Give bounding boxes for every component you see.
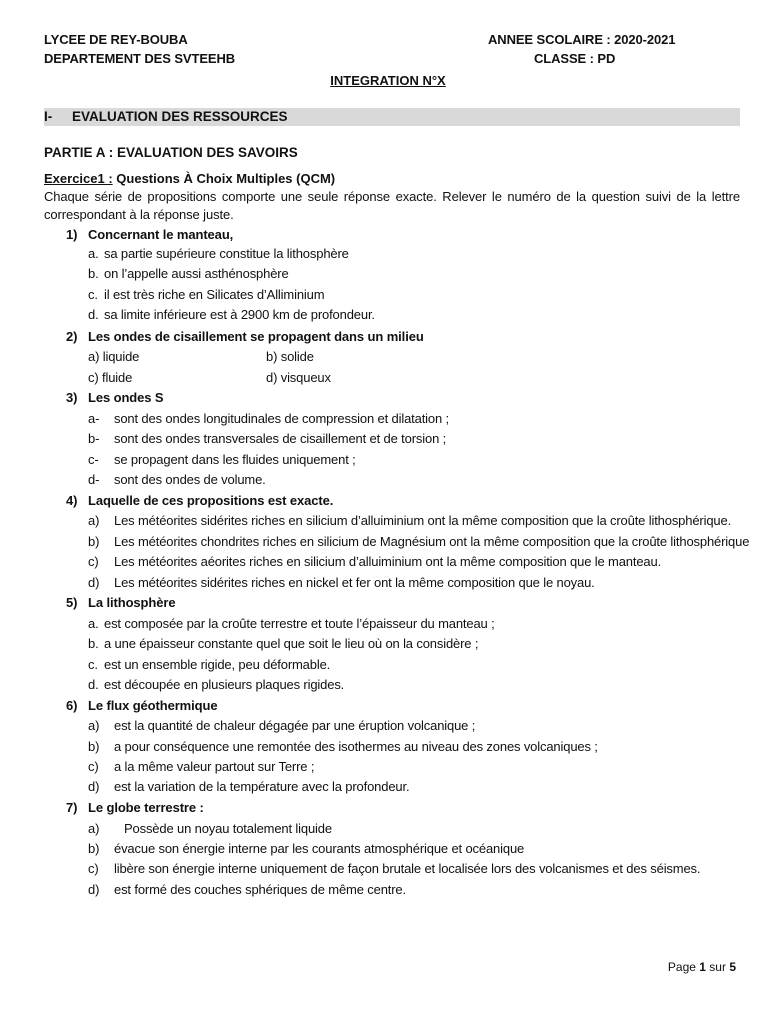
- option-3d: d- sont des ondes de volume.: [88, 472, 266, 487]
- question-number: 4): [66, 493, 78, 508]
- option-1c: c. il est très riche en Silicates d’Alliminium: [88, 287, 325, 302]
- option-4b: b) Les météorites chondrites riches en silicium de Magnésium ont la même composition que la croûte lithosphérique: [88, 534, 750, 549]
- option-5b: b. a une épaisseur constante quel que soit le lieu où on la considère ;: [88, 636, 479, 651]
- school-name: LYCEE DE REY-BOUBA: [44, 32, 188, 47]
- question-2: [66, 329, 424, 344]
- question-text: Les ondes S: [88, 390, 164, 405]
- option-1b: b. on l’appelle aussi asthénosphère: [88, 266, 289, 281]
- option-5d: d. est découpée en plusieurs plaques rigides.: [88, 677, 345, 692]
- option-7a: a) Possède un noyau totalement liquide: [88, 821, 332, 836]
- option-1d: d. sa limite inférieure est à 2900 km de profondeur.: [88, 307, 375, 322]
- question-number: 7): [66, 800, 78, 815]
- question-text: Le flux géothermique: [88, 698, 218, 713]
- exercise-instruction: Chaque série de propositions comporte une seule réponse exacte. Relever le numéro de la question suivi de la lettre correspondant à la réponse juste.: [44, 189, 740, 222]
- question-7: [66, 800, 204, 815]
- question-4: [66, 493, 333, 508]
- page-title-wrap: [0, 73, 768, 88]
- option-1a: a. sa partie supérieure constitue la lithosphère: [88, 246, 349, 261]
- question-number: 3): [66, 390, 78, 405]
- option-6c: c) a la même valeur partout sur Terre ;: [88, 759, 315, 774]
- option-4d: d) Les météorites sidérites riches en nickel et fer ont la même composition que le noyau.: [88, 575, 595, 590]
- question-6: [66, 698, 217, 713]
- page-title: INTEGRATION N°X: [330, 73, 446, 88]
- exercise-title: Questions À Choix Multiples (QCM): [116, 171, 336, 186]
- option-2b: b) solide: [266, 349, 314, 364]
- section-number: I-: [44, 109, 53, 124]
- department-name: DEPARTEMENT DES SVTEEHB: [44, 51, 236, 66]
- option-3b: b- sont des ondes transversales de cisaillement et de torsion ;: [88, 431, 447, 446]
- question-text: Le globe terrestre :: [88, 800, 204, 815]
- question-number: 2): [66, 329, 78, 344]
- option-2d: d) visqueux: [266, 370, 331, 385]
- question-text: La lithosphère: [88, 595, 176, 610]
- section-label: EVALUATION DES RESSOURCES: [72, 109, 288, 124]
- option-4c: c) Les météorites aéorites riches en silicium d’alluiminium ont la même composition que le manteau.: [88, 554, 662, 569]
- part-heading: PARTIE A : EVALUATION DES SAVOIRS: [44, 145, 298, 160]
- option-4a: a) Les météorites sidérites riches en silicium d’alluiminium ont la même composition que la croûte lithosphérique.: [88, 513, 732, 528]
- page-number: Page 1 sur 5: [667, 960, 736, 974]
- option-2c: c) fluide: [88, 370, 133, 385]
- option-3c: c- se propagent dans les fluides uniquement ;: [88, 452, 356, 467]
- school-year: ANNEE SCOLAIRE : 2020-2021: [488, 32, 676, 47]
- option-5c: c. est un ensemble rigide, peu déformable.: [88, 657, 331, 672]
- section-heading: [44, 108, 740, 126]
- question-number: 6): [66, 698, 78, 713]
- exercise-heading: [44, 171, 335, 186]
- option-6a: a) est la quantité de chaleur dégagée par une éruption volcanique ;: [88, 718, 476, 733]
- class-label: CLASSE : PD: [534, 51, 616, 66]
- question-text: Concernant le manteau,: [88, 227, 234, 242]
- option-6b: b) a pour conséquence une remontée des isothermes au niveau des zones volcaniques ;: [88, 739, 598, 754]
- option-3a: a- sont des ondes longitudinales de compression et dilatation ;: [88, 411, 449, 426]
- option-2a: a) liquide: [88, 349, 140, 364]
- option-6d: d) est la variation de la température avec la profondeur.: [88, 779, 410, 794]
- question-number: 1): [66, 227, 78, 242]
- option-7b: b) évacue son énergie interne par les courants atmosphérique et océanique: [88, 841, 525, 856]
- option-5a: a. est composée par la croûte terrestre et toute l’épaisseur du manteau ;: [88, 616, 495, 631]
- question-5: [66, 595, 175, 610]
- question-1: [66, 227, 233, 242]
- question-3: [66, 390, 163, 405]
- exercise-label: Exercice1 :: [44, 171, 113, 186]
- option-7d: d) est formé des couches sphériques de même centre.: [88, 882, 406, 897]
- question-number: 5): [66, 595, 78, 610]
- question-text: Laquelle de ces propositions est exacte.: [88, 493, 334, 508]
- question-text: Les ondes de cisaillement se propagent dans un milieu: [88, 329, 424, 344]
- option-7c: c) libère son énergie interne uniquement de façon brutale et localisée lors des volcanismes et des séismes.: [88, 861, 701, 876]
